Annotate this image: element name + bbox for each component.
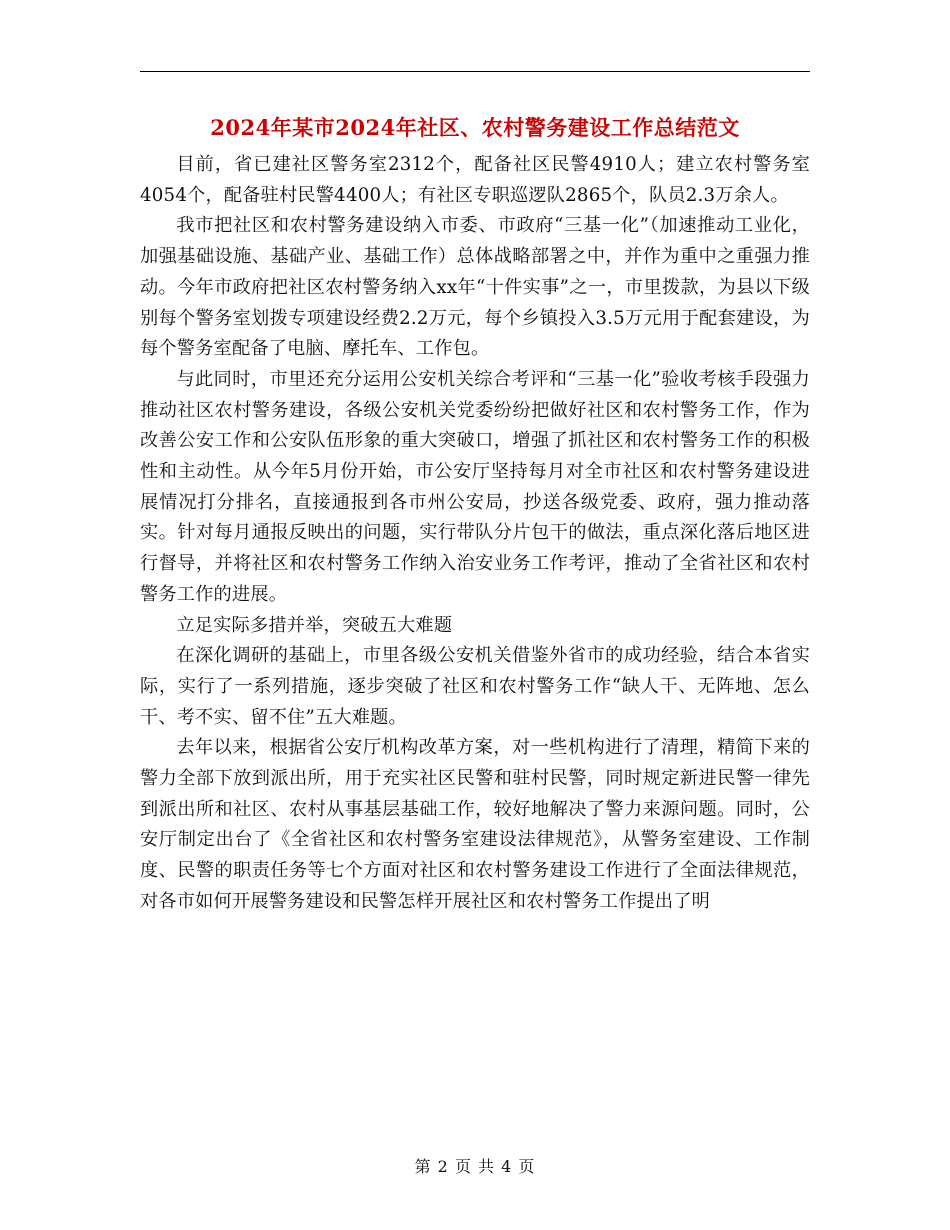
section-heading: 立足实际多措并举，突破五大难题	[176, 614, 453, 636]
paragraph-3: 与此同时，市里还充分运用公安机关综合考评和“三基一化”验收考核手段强力推动社区农村警务建设，各级公安机关党委纷纷把做好社区和农村警务工作，作为改善公安工作和公安队伍形象的重大突破口，增强了抓社区和农村警务工作的积极性和主动性。从今年5月份开始，市公安厅坚持每月对全市社区和农村警务建设进展情况打分排名，直接通报到各市州公安局，抄送各级党委、政府，强力推动落实。针对每月通报反映出的问题，实行带队分片包干的做法，重点深化落后地区进行督导，并将社区和农村警务工作纳入治安业务工作考评，推动了全省社区和农村警务工作的进展。	[140, 368, 810, 605]
document-body	[140, 150, 810, 918]
header-rule	[140, 71, 810, 72]
paragraph-1: 目前，省已建社区警务室2312个，配备社区民警4910人；建立农村警务室4054个，配备驻村民警4400人；有社区专职巡逻队2865个，队员2.3万余人。	[140, 154, 810, 206]
paragraph-2: 我市把社区和农村警务建设纳入市委、市政府“三基一化”（加速推动工业化，加强基础设施、基础产业、基础工作）总体战略部署之中，并作为重中之重强力推动。今年市政府把社区农村警务纳入xx年“十件实事”之一，市里拨款，为县以下级别每个警务室划拨专项建设经费2.2万元，每个乡镇投入3.5万元用于配套建设，为每个警务室配备了电脑、摩托车、工作包。	[140, 215, 810, 360]
paragraph-4: 在深化调研的基础上，市里各级公安机关借鉴外省市的成功经验，结合本省实际，实行了一系列措施，逐步突破了社区和农村警务工作“缺人干、无阵地、怎么干、考不实、留不住”五大难题。	[140, 645, 810, 728]
paragraph-5: 去年以来，根据省公安厅机构改革方案，对一些机构进行了清理，精简下来的警力全部下放到派出所，用于充实社区民警和驻村民警，同时规定新进民警一律先到派出所和社区、农村从事基层基础工作，较好地解决了警力来源问题。同时，公安厅制定出台了《全省社区和农村警务室建设法律规范》，从警务室建设、工作制度、民警的职责任务等七个方面对社区和农村警务建设工作进行了全面法律规范，对各市如何开展警务建设和民警怎样开展社区和农村警务工作提出了明	[140, 737, 810, 912]
document-title: 2024年某市2024年社区、农村警务建设工作总结范文	[210, 115, 740, 140]
page-number-footer: 第 2 页 共 4 页	[414, 1157, 536, 1176]
